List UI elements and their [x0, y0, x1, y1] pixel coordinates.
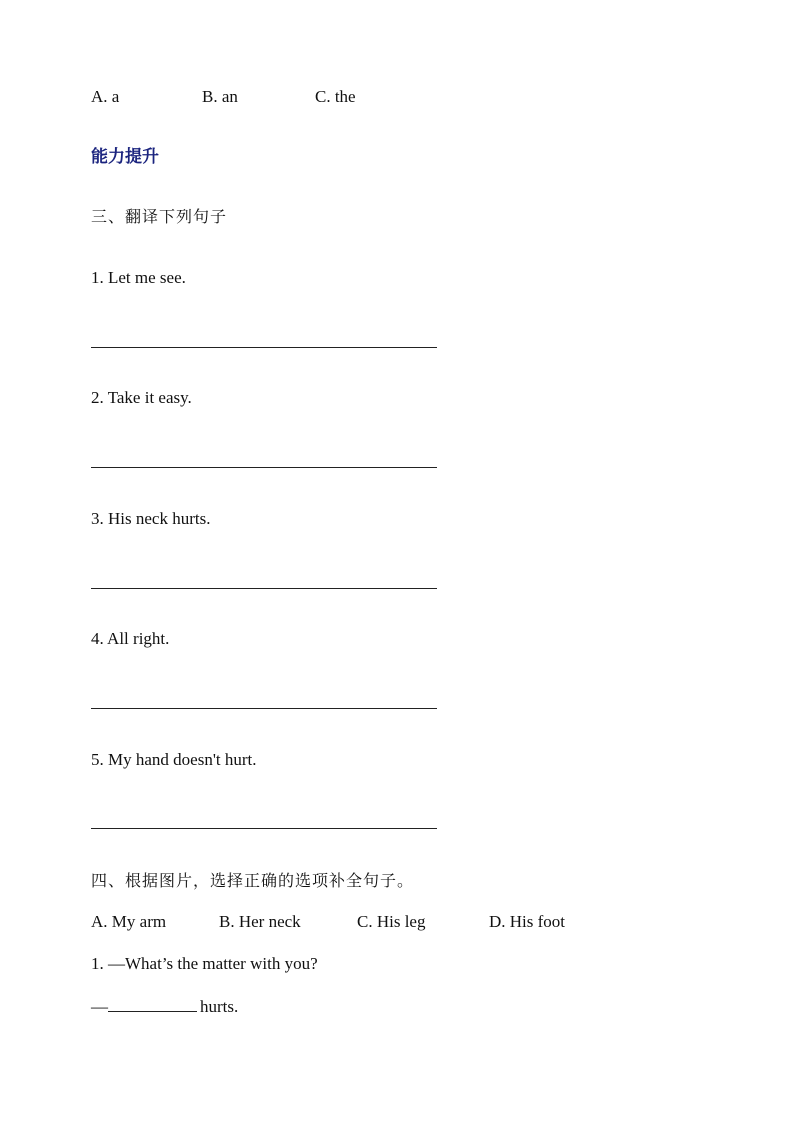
section-heading-ability: 能力提升	[91, 147, 159, 167]
translate-item-5: 5. My hand doesn't hurt.	[91, 750, 257, 769]
section-four-title: 四、根据图片，选择正确的选项补全句子。	[91, 871, 415, 890]
option-c: C. His leg	[357, 912, 426, 931]
translate-item-3: 3. His neck hurts.	[91, 509, 211, 528]
translate-item-1: 1. Let me see.	[91, 268, 186, 287]
option-a: A. My arm	[91, 912, 167, 931]
fill-in-blank[interactable]	[108, 995, 197, 1012]
question-1-answer	[91, 995, 238, 1018]
section-three-title: 三、翻译下列句子	[91, 207, 228, 226]
answer-dash: —	[91, 997, 108, 1016]
answer-line-4[interactable]	[91, 708, 437, 709]
option-b: B. Her neck	[219, 912, 301, 931]
top-choices-row	[91, 86, 491, 108]
section-four-options	[91, 911, 611, 933]
translate-item-4: 4. All right.	[91, 629, 170, 648]
answer-line-2[interactable]	[91, 467, 437, 468]
choice-b: B. an	[202, 87, 238, 106]
answer-suffix: hurts.	[200, 997, 239, 1016]
answer-line-3[interactable]	[91, 588, 437, 589]
question-1: 1. —What’s the matter with you?	[91, 954, 318, 973]
answer-line-1[interactable]	[91, 347, 437, 348]
answer-line-5[interactable]	[91, 828, 437, 829]
translate-item-2: 2. Take it easy.	[91, 388, 192, 407]
option-d: D. His foot	[489, 912, 566, 931]
choice-c: C. the	[315, 87, 356, 106]
choice-a: A. a	[91, 87, 120, 106]
